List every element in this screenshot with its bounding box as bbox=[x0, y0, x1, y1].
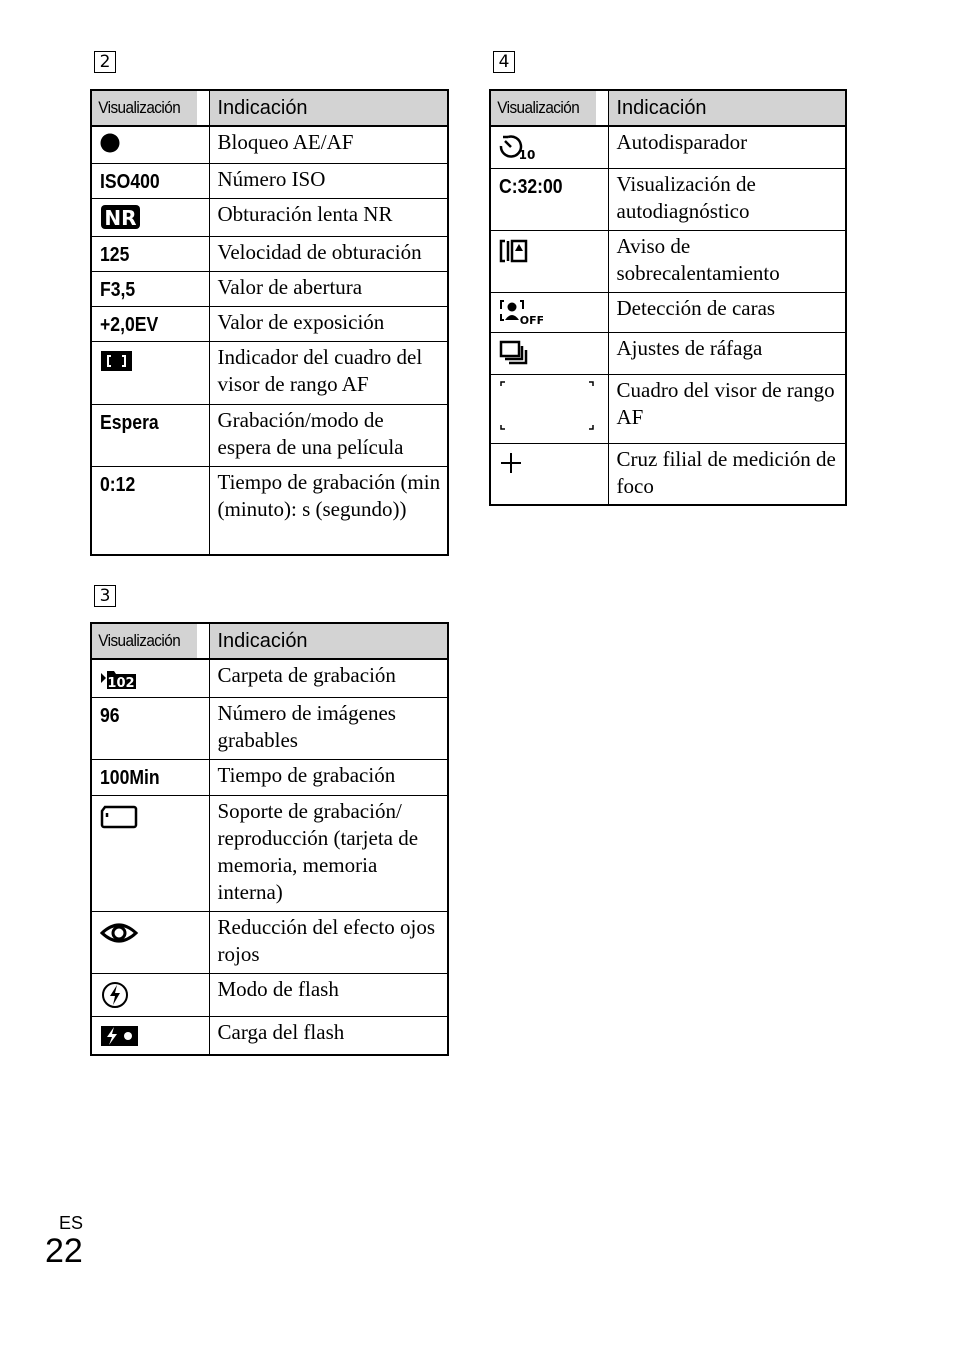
table-header bbox=[91, 623, 448, 659]
header-indicacion: Indicación bbox=[608, 90, 846, 126]
row-display: C:32:00 bbox=[499, 176, 563, 198]
row-text: Valor de exposición bbox=[209, 306, 448, 341]
header-visualizacion: Visualización bbox=[91, 90, 197, 126]
eye-icon bbox=[100, 919, 140, 952]
filled-circle-icon bbox=[100, 134, 122, 161]
row-text: Detección de caras bbox=[608, 293, 846, 333]
row-display: F3,5 bbox=[100, 278, 136, 301]
row-text: Cruz filial de medición de foco bbox=[608, 444, 846, 506]
folder-102-icon bbox=[100, 667, 138, 697]
svg-text:NR: NR bbox=[104, 205, 137, 230]
row-display: Espera bbox=[100, 411, 159, 434]
section-label-4: 4 bbox=[493, 51, 515, 73]
self-timer-icon bbox=[499, 134, 539, 168]
table-row bbox=[91, 163, 448, 198]
table-row bbox=[490, 231, 846, 293]
table-row bbox=[91, 698, 448, 760]
row-text: Ajustes de ráfaga bbox=[608, 333, 846, 375]
row-text: Valor de abertura bbox=[209, 271, 448, 306]
table-row bbox=[91, 341, 448, 404]
row-display: ISO400 bbox=[100, 170, 160, 193]
row-text: Tiempo de grabación bbox=[209, 760, 448, 796]
table-row bbox=[91, 198, 448, 236]
section-label-3: 3 bbox=[94, 585, 116, 607]
table-row bbox=[91, 912, 448, 974]
table-row bbox=[490, 169, 846, 231]
table-section-4 bbox=[489, 89, 847, 506]
table-section-3 bbox=[90, 622, 449, 1056]
row-text: Modo de flash bbox=[209, 974, 448, 1017]
table-row bbox=[91, 796, 448, 912]
table-row bbox=[91, 306, 448, 341]
table-row bbox=[91, 236, 448, 271]
table-row bbox=[91, 974, 448, 1017]
table-row bbox=[91, 760, 448, 796]
nr-icon bbox=[100, 206, 142, 236]
table-row bbox=[490, 293, 846, 333]
table-row bbox=[91, 271, 448, 306]
row-text: Carpeta de grabación bbox=[209, 659, 448, 698]
af-range-indicator-icon bbox=[100, 349, 134, 379]
row-text: Soporte de grabación/ reproducción (tarjeta de memoria, memoria interna) bbox=[209, 796, 448, 912]
overheat-warning-icon bbox=[499, 238, 531, 270]
row-display: 0:12 bbox=[100, 473, 136, 496]
table-header bbox=[490, 90, 846, 126]
table-row bbox=[490, 333, 846, 375]
header-indicacion: Indicación bbox=[209, 623, 448, 659]
table-row bbox=[490, 126, 846, 169]
section-label-2: 2 bbox=[94, 51, 116, 73]
memory-card-icon bbox=[100, 803, 138, 835]
table-row bbox=[490, 375, 846, 444]
row-text: Tiempo de grabación (min (minuto): s (segundo)) bbox=[209, 466, 448, 555]
row-text: Número ISO bbox=[209, 163, 448, 198]
row-text: Aviso de sobrecalentamiento bbox=[608, 231, 846, 293]
table-row bbox=[91, 659, 448, 698]
svg-text:102: 102 bbox=[107, 676, 135, 691]
svg-text:10: 10 bbox=[518, 148, 536, 162]
row-text: Grabación/modo de espera de una película bbox=[209, 404, 448, 466]
row-display: +2,0EV bbox=[100, 313, 159, 336]
svg-text:OFF: OFF bbox=[519, 314, 543, 326]
af-frame-icon bbox=[491, 375, 607, 437]
table-row bbox=[91, 1017, 448, 1056]
header-indicacion: Indicación bbox=[209, 90, 448, 126]
row-text: Obturación lenta NR bbox=[209, 198, 448, 236]
burst-icon bbox=[499, 340, 531, 374]
row-text: Velocidad de obturación bbox=[209, 236, 448, 271]
row-display: 100Min bbox=[100, 767, 160, 789]
crosshair-icon bbox=[499, 451, 525, 483]
row-display: 96 bbox=[100, 705, 120, 727]
table-section-2 bbox=[90, 89, 449, 556]
row-text: Visualización de autodiagnóstico bbox=[608, 169, 846, 231]
footer-language: ES bbox=[59, 1213, 84, 1233]
flash-charge-icon bbox=[100, 1024, 140, 1054]
row-text: Número de imágenes grabables bbox=[209, 698, 448, 760]
table-row bbox=[91, 466, 448, 555]
row-text: Reducción del efecto ojos rojos bbox=[209, 912, 448, 974]
row-text: Cuadro del visor de rango AF bbox=[608, 375, 846, 444]
face-detection-off-icon bbox=[499, 300, 543, 332]
header-visualizacion: Visualización bbox=[490, 90, 596, 126]
header-visualizacion: Visualización bbox=[91, 623, 197, 659]
table-row bbox=[91, 404, 448, 466]
row-text: Indicador del cuadro del visor de rango AF bbox=[209, 341, 448, 404]
page-number: 22 bbox=[45, 1232, 83, 1270]
row-text: Autodisparador bbox=[608, 126, 846, 169]
row-text: Carga del flash bbox=[209, 1017, 448, 1056]
table-row bbox=[490, 444, 846, 506]
flash-mode-icon bbox=[100, 981, 130, 1016]
table-row bbox=[91, 126, 448, 163]
table-header bbox=[91, 90, 448, 126]
row-text: Bloqueo AE/AF bbox=[209, 126, 448, 163]
row-display: 125 bbox=[100, 243, 130, 266]
